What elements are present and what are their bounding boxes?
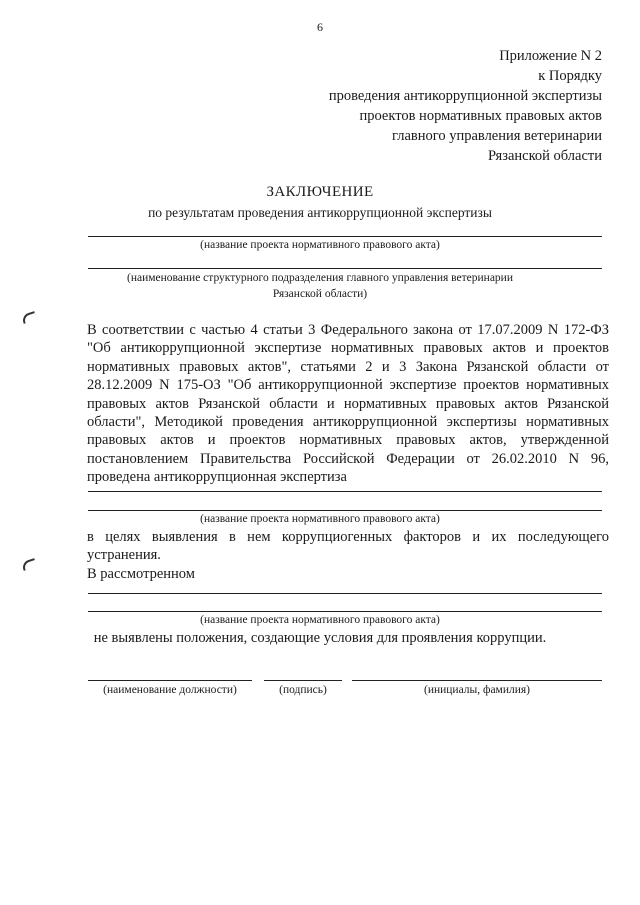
reviewed-label: В рассмотренном [87,566,195,582]
name-caption: (инициалы, фамилия) [423,684,531,696]
purpose-paragraph: в целях выявления в нем коррупциогенных факторов и их последующего устранения. [87,529,609,564]
name-line [352,680,602,681]
department-caption-1: (наименование структурного подразделения главного управления ветеринарии [126,272,513,284]
conclusion-sentence: не выявлены положения, создающие условия для проявления коррупции. [93,630,547,646]
act-name-line [88,236,602,237]
act-name-caption-2: (название проекта нормативного правового акта) [200,513,440,525]
appendix-line: Приложение N 2 [499,48,602,64]
main-paragraph: В соответствии с частью 4 статьи 3 Федерального закона от 17.07.2009 N 172-ФЗ "Об антикоррупционной экспертизе нормативных правовых актов и проектов нормативных правовых актов", статьями 2 и 3 Закона Рязанской области от 28.12.2009 N 175-ОЗ "Об антикоррупционной экспертизе проектов нормативных правовых актов Рязанской области и нормативных правовых актов Рязанской области", Методикой проведения антикоррупционной экспертизы нормативных правовых актов и проектов нормативных правовых актов, утвержденной постановлением Правительства Российской Федерации от 26.02.2010 N 96, проведена антикоррупционная экспертиза [87,322,609,486]
margin-mark [21,558,37,571]
signature-line [264,680,342,681]
act-name-caption: (название проекта нормативного правового акта) [200,239,440,251]
department-caption-2: Рязанской области) [272,288,368,300]
appendix-line: Рязанской области [488,148,602,164]
appendix-line: главного управления ветеринарии [392,128,602,144]
position-line [88,680,252,681]
appendix-line: проектов нормативных правовых актов [359,108,602,124]
department-line [88,268,602,269]
act-name-line-2a [88,491,602,492]
act-name-line-2b [88,510,602,511]
margin-mark [21,311,37,324]
page-number: 6 [317,20,323,34]
act-name-caption-3: (название проекта нормативного правового акта) [200,614,440,626]
act-name-line-3a [88,593,602,594]
appendix-line: к Порядку [538,68,602,84]
position-caption: (наименование должности) [103,684,237,696]
appendix-line: проведения антикоррупционной экспертизы [328,88,602,104]
appendix-header [329,46,602,166]
act-name-line-3b [88,611,602,612]
signature-caption: (подпись) [279,684,327,696]
document-title: ЗАКЛЮЧЕНИЕ [266,184,374,200]
document-subtitle: по результатам проведения антикоррупционной экспертизы [148,205,492,220]
